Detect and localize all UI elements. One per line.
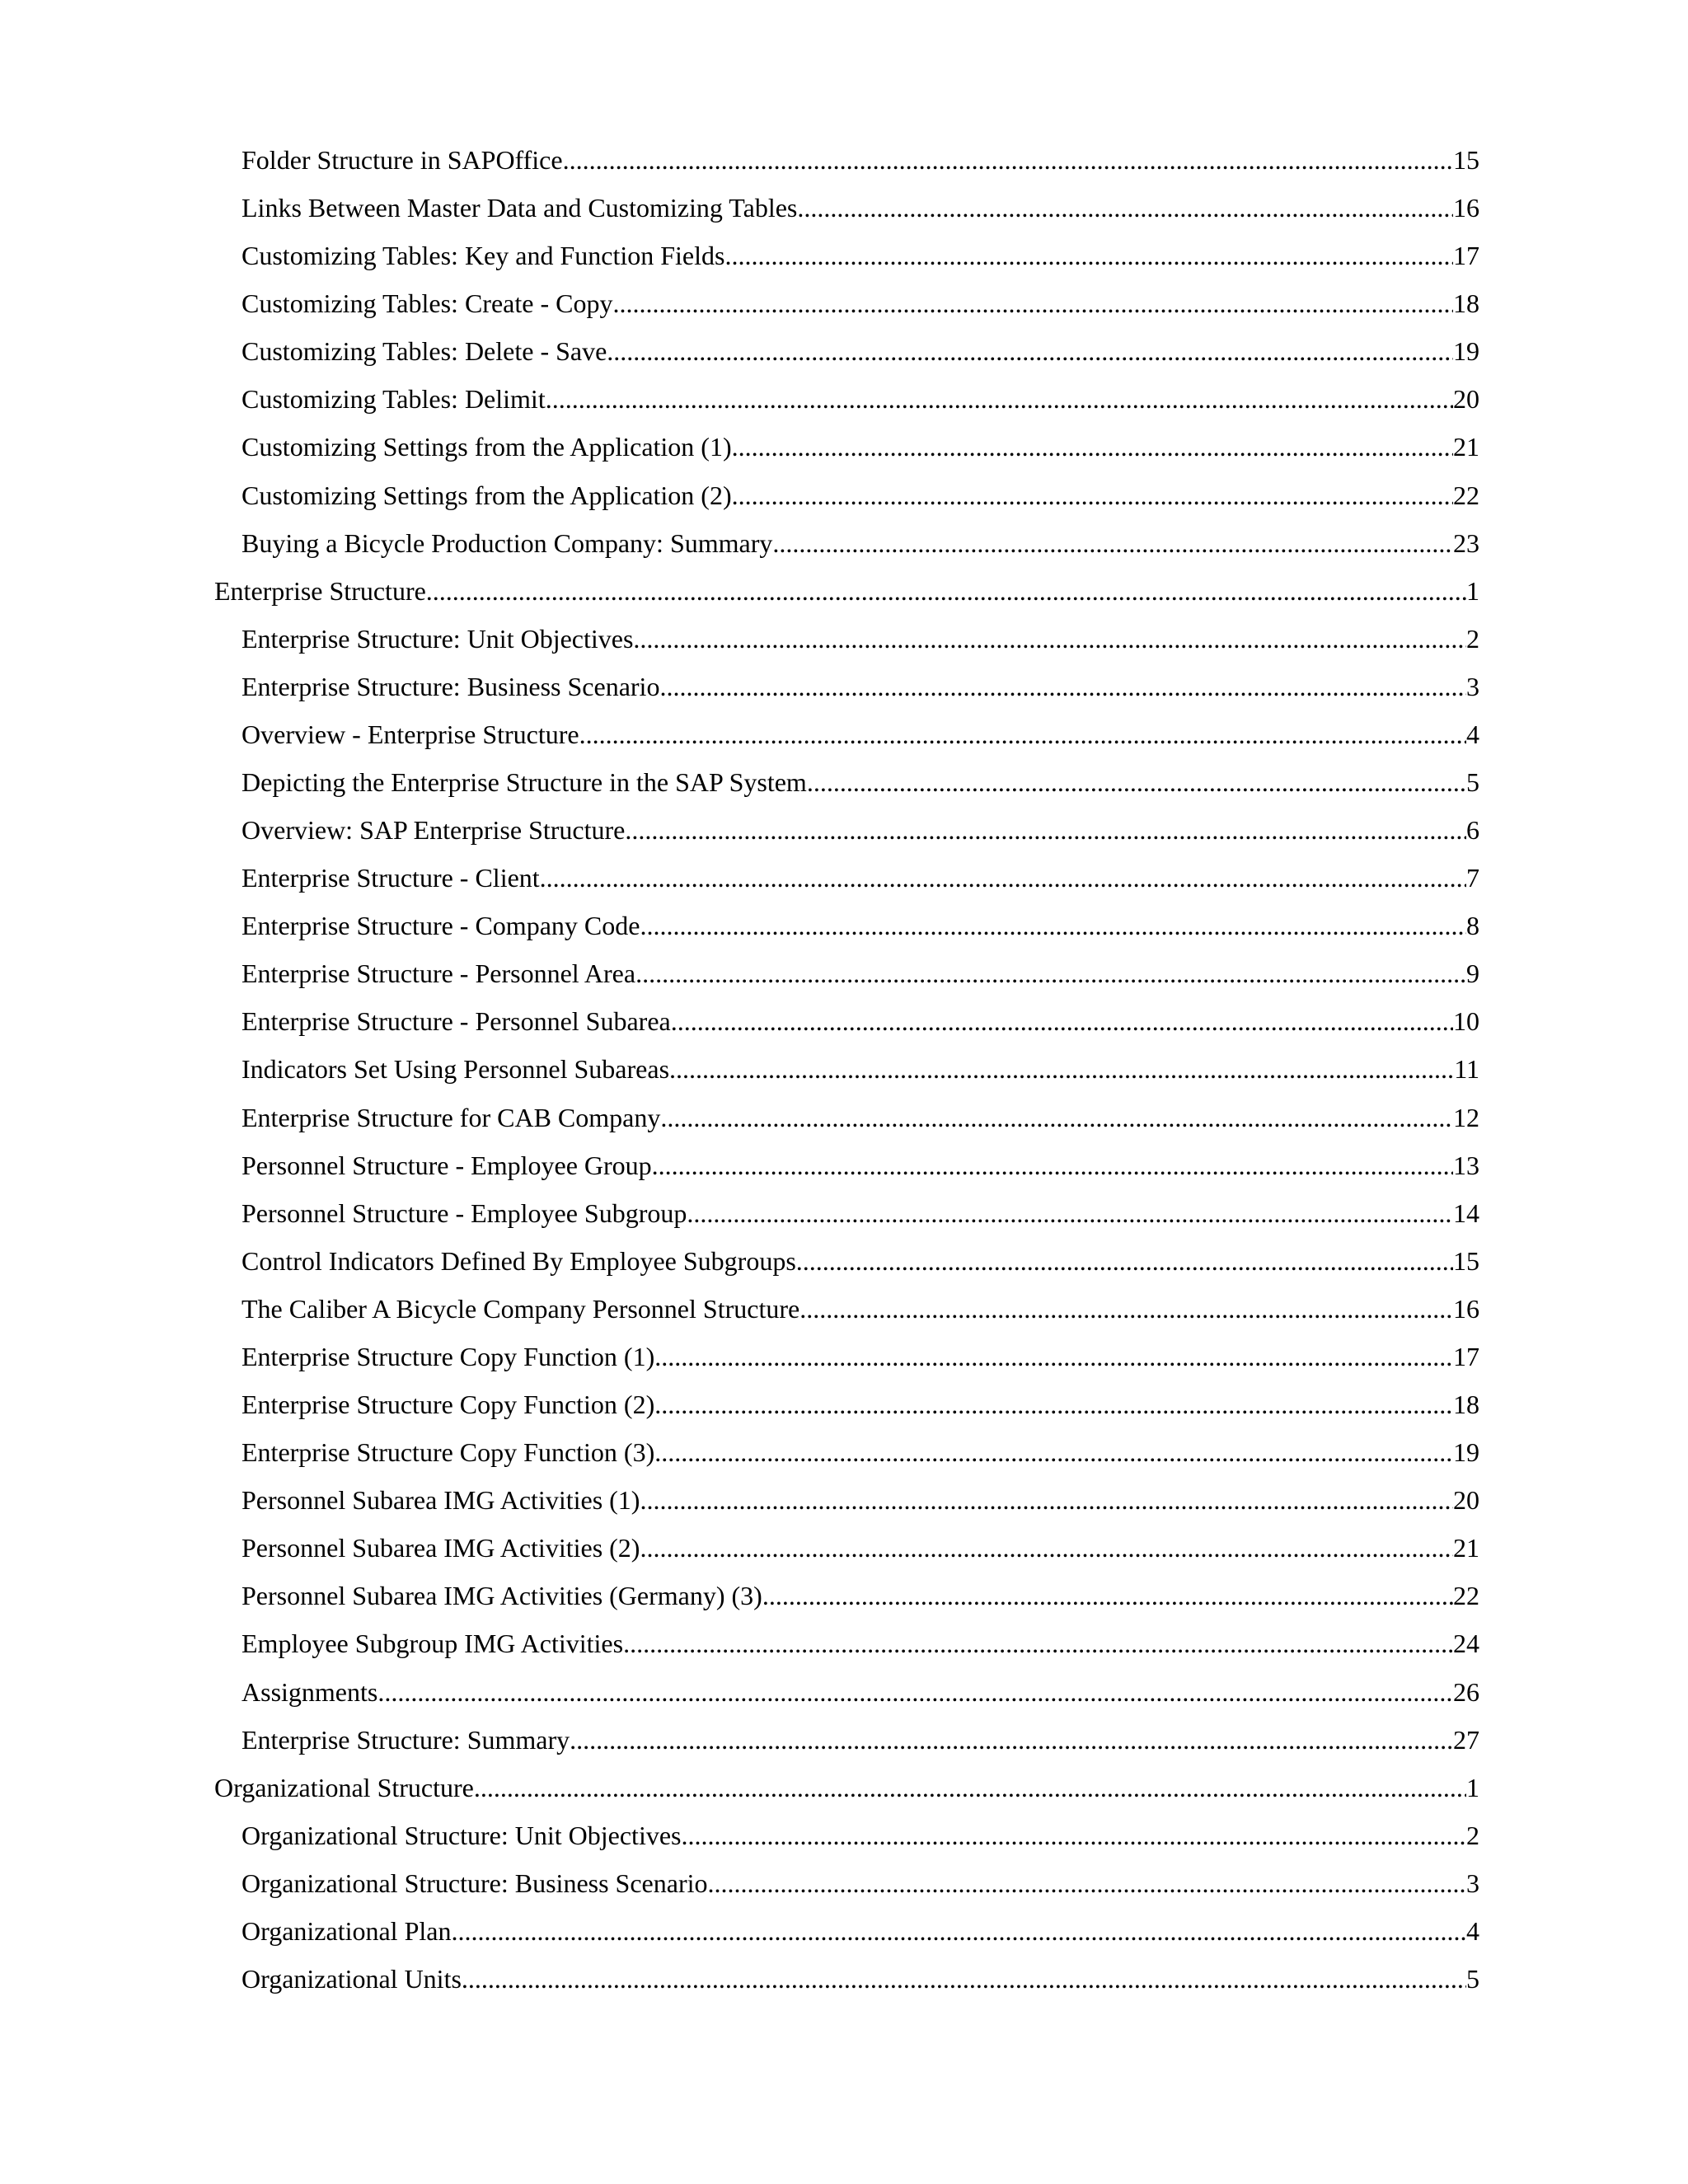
toc-page-number: 2 xyxy=(1466,623,1479,654)
toc-page-number: 21 xyxy=(1453,1533,1479,1563)
toc-page-number: 6 xyxy=(1466,815,1479,846)
toc-dot-leader xyxy=(799,1285,1453,1333)
toc-chapter-entry[interactable] xyxy=(214,567,1479,615)
toc-section-entry[interactable] xyxy=(214,806,1479,854)
toc-section-entry[interactable] xyxy=(214,279,1479,327)
toc-entry-title: Assignments xyxy=(241,1676,378,1707)
toc-entry-title: Folder Structure in SAPOffice xyxy=(241,145,563,175)
toc-page-number: 16 xyxy=(1453,193,1479,223)
toc-entry-title: Enterprise Structure - Personnel Subarea xyxy=(241,1006,671,1037)
toc-section-entry[interactable] xyxy=(214,1285,1479,1333)
toc-dot-leader xyxy=(377,1668,1453,1716)
toc-entry-title: Customizing Tables: Delimit xyxy=(241,384,546,415)
toc-section-entry[interactable] xyxy=(214,1572,1479,1619)
toc-dot-leader xyxy=(732,423,1453,471)
toc-entry-title: Enterprise Structure xyxy=(214,575,426,606)
toc-entry-title: The Caliber A Bicycle Company Personnel Structure xyxy=(241,1293,800,1324)
toc-dot-leader xyxy=(612,279,1453,327)
toc-page-number: 4 xyxy=(1466,719,1479,749)
toc-entry-title: Customizing Tables: Delete - Save xyxy=(241,336,607,367)
toc-page-number: 13 xyxy=(1453,1150,1479,1180)
toc-entry-title: Links Between Master Data and Customizing Tables xyxy=(241,193,798,223)
toc-dot-leader xyxy=(540,854,1466,902)
toc-section-entry[interactable] xyxy=(214,1189,1479,1237)
toc-entry-title: Enterprise Structure: Unit Objectives xyxy=(241,623,634,654)
toc-entry-title: Personnel Structure - Employee Subgroup xyxy=(241,1197,687,1228)
toc-entry-title: Enterprise Structure for CAB Company xyxy=(241,1102,661,1132)
toc-dot-leader xyxy=(462,1955,1466,2003)
toc-dot-leader xyxy=(654,1333,1453,1380)
toc-entry-title: Enterprise Structure Copy Function (2) xyxy=(241,1390,655,1420)
toc-page-number: 4 xyxy=(1466,1915,1479,1946)
table-of-contents xyxy=(214,136,1479,2003)
toc-page-number: 3 xyxy=(1466,1868,1479,1898)
toc-dot-leader xyxy=(654,1380,1453,1428)
toc-page-number: 11 xyxy=(1454,1054,1479,1085)
toc-page-number: 18 xyxy=(1453,288,1479,319)
toc-dot-leader xyxy=(640,902,1466,949)
toc-section-entry[interactable] xyxy=(214,1907,1479,1955)
toc-page-number: 1 xyxy=(1466,575,1479,606)
toc-entry-title: Personnel Subarea IMG Activities (2) xyxy=(241,1533,640,1563)
toc-page-number: 20 xyxy=(1453,384,1479,415)
toc-entry-title: Organizational Structure: Business Scenario xyxy=(241,1868,708,1898)
toc-page-number: 2 xyxy=(1466,1820,1479,1850)
toc-section-entry[interactable] xyxy=(214,997,1479,1045)
toc-entry-title: Enterprise Structure Copy Function (1) xyxy=(241,1341,655,1371)
toc-page-number: 16 xyxy=(1453,1293,1479,1324)
toc-entry-title: Overview - Enterprise Structure xyxy=(241,719,579,749)
toc-dot-leader xyxy=(797,184,1453,232)
toc-entry-title: Overview: SAP Enterprise Structure xyxy=(241,815,626,846)
toc-dot-leader xyxy=(546,375,1453,423)
toc-page-number: 18 xyxy=(1453,1390,1479,1420)
toc-page-number: 8 xyxy=(1466,911,1479,941)
toc-entry-title: Organizational Structure xyxy=(214,1772,474,1802)
toc-section-entry[interactable] xyxy=(214,1380,1479,1428)
toc-page-number: 3 xyxy=(1466,671,1479,701)
toc-page-number: 26 xyxy=(1453,1676,1479,1707)
toc-page-number: 14 xyxy=(1453,1197,1479,1228)
toc-page-number: 10 xyxy=(1453,1006,1479,1037)
toc-page-number: 21 xyxy=(1453,432,1479,462)
toc-section-entry[interactable] xyxy=(214,663,1479,710)
toc-dot-leader xyxy=(671,997,1453,1045)
toc-section-entry[interactable] xyxy=(214,519,1479,567)
toc-section-entry[interactable] xyxy=(214,136,1479,184)
toc-section-entry[interactable] xyxy=(214,949,1479,997)
toc-dot-leader xyxy=(669,1045,1454,1093)
toc-entry-title: Enterprise Structure Copy Function (3) xyxy=(241,1437,655,1468)
toc-section-entry[interactable] xyxy=(214,1811,1479,1859)
toc-entry-title: Enterprise Structure - Client xyxy=(241,863,540,893)
toc-entry-title: Customizing Settings from the Application (1) xyxy=(241,432,732,462)
toc-page-number: 17 xyxy=(1453,241,1479,271)
toc-entry-title: Personnel Subarea IMG Activities (Germany) (3) xyxy=(241,1581,762,1611)
toc-section-entry[interactable] xyxy=(214,1476,1479,1524)
toc-section-entry[interactable] xyxy=(214,1141,1479,1189)
toc-entry-title: Buying a Bicycle Production Company: Summary xyxy=(241,527,773,558)
toc-page-number: 15 xyxy=(1453,145,1479,175)
toc-page-number: 19 xyxy=(1453,336,1479,367)
toc-dot-leader xyxy=(640,1524,1453,1572)
toc-section-entry[interactable] xyxy=(214,1045,1479,1093)
toc-dot-leader xyxy=(474,1764,1466,1811)
toc-page-number: 5 xyxy=(1466,767,1479,798)
toc-dot-leader xyxy=(570,1716,1453,1764)
toc-section-entry[interactable] xyxy=(214,1668,1479,1716)
toc-entry-title: Organizational Structure: Unit Objectives xyxy=(241,1820,682,1850)
toc-dot-leader xyxy=(426,567,1466,615)
toc-section-entry[interactable] xyxy=(214,327,1479,375)
toc-entry-title: Organizational Plan xyxy=(241,1915,452,1946)
toc-entry-title: Enterprise Structure - Company Code xyxy=(241,911,640,941)
toc-dot-leader xyxy=(652,1141,1453,1189)
toc-entry-title: Enterprise Structure: Business Scenario xyxy=(241,671,660,701)
toc-page-number: 27 xyxy=(1453,1724,1479,1755)
toc-dot-leader xyxy=(732,471,1453,519)
toc-dot-leader xyxy=(654,1428,1453,1476)
toc-dot-leader xyxy=(762,1572,1453,1619)
toc-entry-title: Enterprise Structure - Personnel Area xyxy=(241,958,636,989)
toc-section-entry[interactable] xyxy=(214,423,1479,471)
toc-section-entry[interactable] xyxy=(214,902,1479,949)
toc-section-entry[interactable] xyxy=(214,471,1479,519)
toc-section-entry[interactable] xyxy=(214,710,1479,758)
toc-section-entry[interactable] xyxy=(214,615,1479,663)
toc-entry-title: Enterprise Structure: Summary xyxy=(241,1724,570,1755)
toc-dot-leader xyxy=(579,710,1466,758)
toc-page-number: 22 xyxy=(1453,480,1479,510)
toc-entry-title: Customizing Tables: Create - Copy xyxy=(241,288,613,319)
toc-page-number: 19 xyxy=(1453,1437,1479,1468)
toc-dot-leader xyxy=(807,758,1466,806)
toc-section-entry[interactable] xyxy=(214,1859,1479,1907)
toc-section-entry[interactable] xyxy=(214,232,1479,279)
toc-dot-leader xyxy=(635,949,1466,997)
toc-section-entry[interactable] xyxy=(214,1428,1479,1476)
toc-dot-leader xyxy=(640,1476,1453,1524)
toc-page-number: 22 xyxy=(1453,1581,1479,1611)
toc-dot-leader xyxy=(724,232,1453,279)
toc-section-entry[interactable] xyxy=(214,184,1479,232)
toc-section-entry[interactable] xyxy=(214,758,1479,806)
toc-section-entry[interactable] xyxy=(214,1716,1479,1764)
toc-section-entry[interactable] xyxy=(214,1955,1479,2003)
toc-dot-leader xyxy=(796,1237,1453,1285)
toc-page-number: 5 xyxy=(1466,1963,1479,1994)
toc-dot-leader xyxy=(451,1907,1466,1955)
toc-entry-title: Depicting the Enterprise Structure in the SAP System xyxy=(241,767,807,798)
toc-dot-leader xyxy=(687,1189,1453,1237)
toc-dot-leader xyxy=(659,663,1466,710)
toc-section-entry[interactable] xyxy=(214,1524,1479,1572)
toc-page-number: 1 xyxy=(1466,1772,1479,1802)
toc-entry-title: Customizing Settings from the Application (2) xyxy=(241,480,732,510)
toc-dot-leader xyxy=(660,1094,1453,1141)
toc-entry-title: Personnel Structure - Employee Group xyxy=(241,1150,652,1180)
toc-chapter-entry[interactable] xyxy=(214,1764,1479,1811)
toc-page-number: 20 xyxy=(1453,1485,1479,1516)
toc-dot-leader xyxy=(633,615,1466,663)
toc-page-number: 12 xyxy=(1453,1102,1479,1132)
toc-entry-title: Indicators Set Using Personnel Subareas xyxy=(241,1054,670,1085)
toc-page-number: 24 xyxy=(1453,1629,1479,1659)
toc-page-number: 9 xyxy=(1466,958,1479,989)
toc-dot-leader xyxy=(772,519,1453,567)
toc-page-number: 7 xyxy=(1466,863,1479,893)
toc-section-entry[interactable] xyxy=(214,1333,1479,1380)
toc-entry-title: Control Indicators Defined By Employee Subgroups xyxy=(241,1245,796,1276)
toc-entry-title: Customizing Tables: Key and Function Fields xyxy=(241,241,725,271)
toc-page-number: 23 xyxy=(1453,527,1479,558)
toc-dot-leader xyxy=(623,1619,1453,1667)
toc-page-number: 17 xyxy=(1453,1341,1479,1371)
toc-section-entry[interactable] xyxy=(214,1237,1479,1285)
toc-entry-title: Organizational Units xyxy=(241,1963,462,1994)
toc-entry-title: Personnel Subarea IMG Activities (1) xyxy=(241,1485,640,1516)
toc-dot-leader xyxy=(681,1811,1466,1859)
toc-section-entry[interactable] xyxy=(214,854,1479,902)
toc-section-entry[interactable] xyxy=(214,1094,1479,1141)
toc-dot-leader xyxy=(607,327,1453,375)
toc-dot-leader xyxy=(708,1859,1467,1907)
toc-entry-title: Employee Subgroup IMG Activities xyxy=(241,1629,624,1659)
toc-dot-leader xyxy=(625,806,1466,854)
toc-section-entry[interactable] xyxy=(214,375,1479,423)
toc-page-number: 15 xyxy=(1453,1245,1479,1276)
toc-dot-leader xyxy=(563,136,1453,184)
toc-section-entry[interactable] xyxy=(214,1619,1479,1667)
